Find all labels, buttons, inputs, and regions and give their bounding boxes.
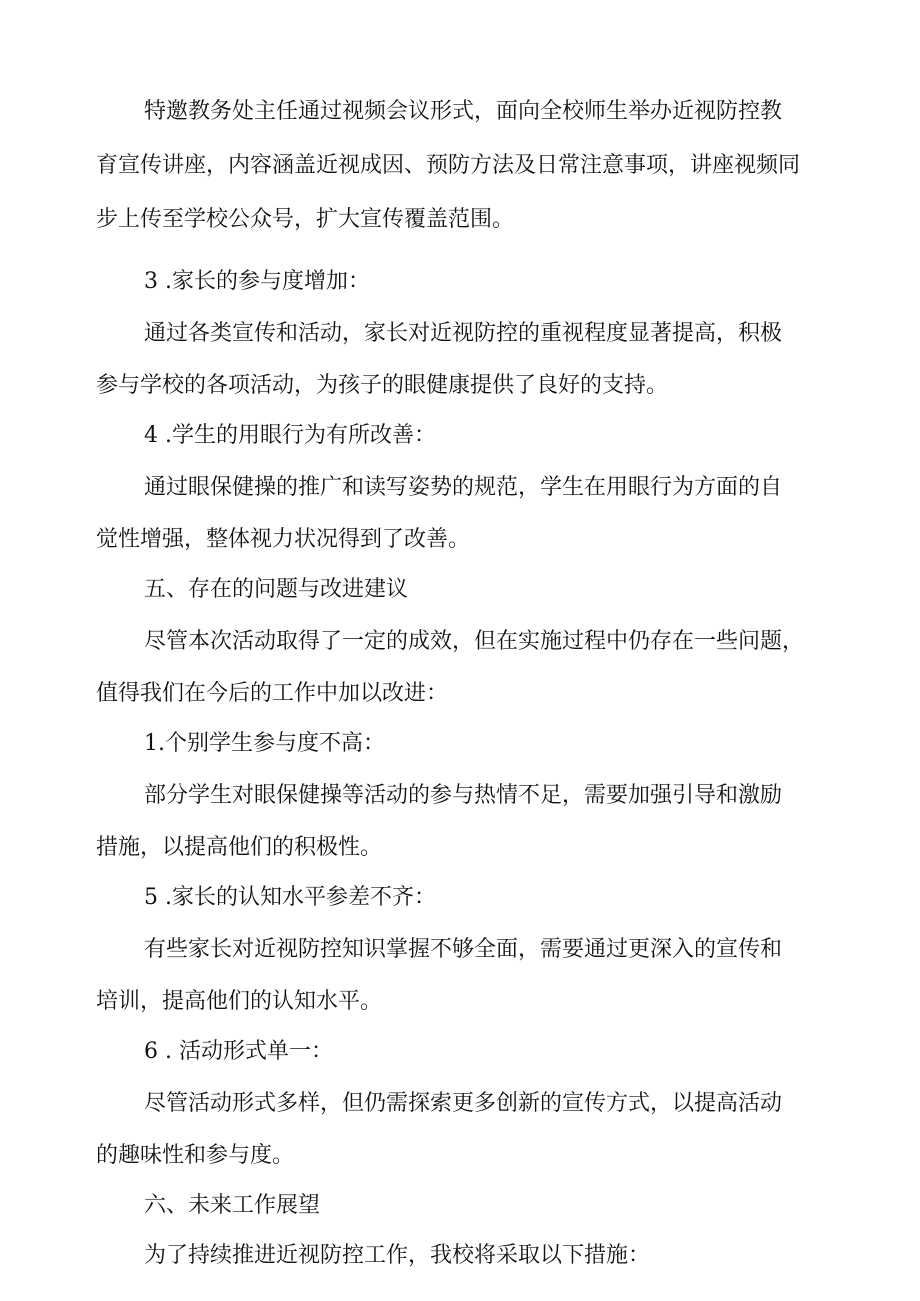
- paragraph-line: 部分学生对眼保健操等活动的参与热情不足，需要加强引导和激励: [144, 783, 783, 808]
- section-heading: 六、未来工作展望: [144, 1193, 321, 1218]
- list-item-title: 3 .家长的参与度增加：: [144, 269, 370, 294]
- list-item-title: 5 .家长的认知水平参差不齐：: [144, 885, 436, 910]
- paragraph-line: 步上传至学校公众号，扩大宣传覆盖范围。: [96, 207, 515, 232]
- paragraph-line: 觉性增强，整体视力状况得到了改善。: [96, 527, 471, 552]
- paragraph-line: 值得我们在今后的工作中加以改进：: [96, 681, 449, 706]
- section-heading: 五、存在的问题与改进建议: [144, 577, 409, 602]
- paragraph-line: 通过眼保健操的推广和读写姿势的规范，学生在用眼行为方面的自: [144, 475, 783, 500]
- list-item-title: 6 . 活动形式单一：: [144, 1039, 333, 1064]
- paragraph-line: 有些家长对近视防控知识掌握不够全面，需要通过更深入的宣传和: [144, 937, 783, 962]
- paragraph-line: 育宣传讲座，内容涵盖近视成因、预防方法及日常注意事项，讲座视频同: [96, 153, 801, 178]
- paragraph-line: 参与学校的各项活动，为孩子的眼健康提供了良好的支持。: [96, 373, 669, 398]
- paragraph-line: 的趣味性和参与度。: [96, 1143, 295, 1168]
- paragraph-line: 尽管活动形式多样，但仍需探索更多创新的宣传方式，以提高活动: [144, 1091, 783, 1116]
- paragraph-line: 措施，以提高他们的积极性。: [96, 835, 383, 860]
- paragraph-line: 为了持续推进近视防控工作，我校将采取以下措施：: [144, 1243, 651, 1268]
- list-item-title: 4 .学生的用眼行为有所改善：: [144, 423, 436, 448]
- list-item-title: 1.个别学生参与度不高：: [144, 731, 385, 756]
- paragraph-line: 培训，提高他们的认知水平。: [96, 989, 383, 1014]
- paragraph-line: 通过各类宣传和活动，家长对近视防控的重视程度显著提高，积极: [144, 321, 783, 346]
- paragraph-line: 特邀教务处主任通过视频会议形式，面向全校师生举办近视防控教: [144, 99, 783, 124]
- paragraph-line: 尽管本次活动取得了一定的成效，但在实施过程中仍存在一些问题，: [144, 629, 805, 654]
